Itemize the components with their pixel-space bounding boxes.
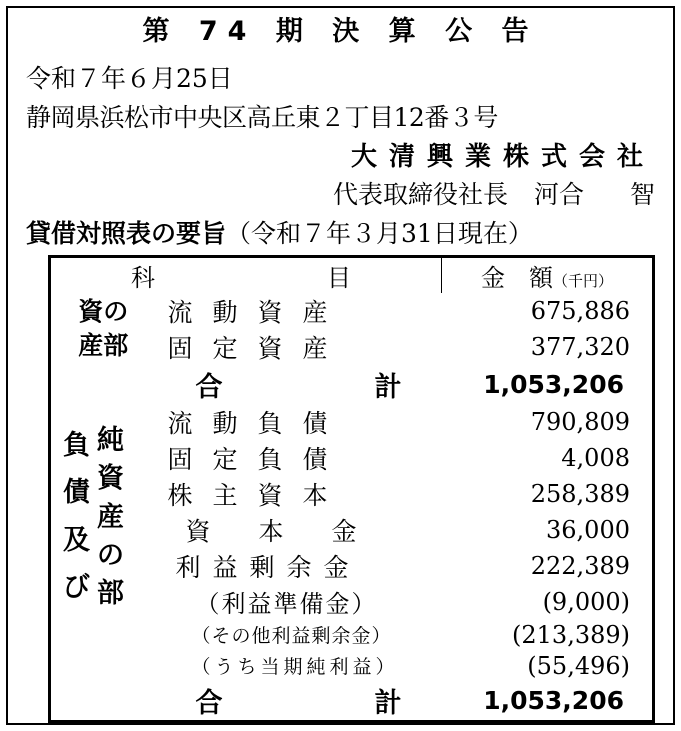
company-address: 静岡県浜松市中央区高丘東２丁目12番３号	[26, 103, 498, 132]
assets-total-label: 合 計	[195, 372, 402, 403]
liabilities-total-row	[50, 681, 654, 722]
header-unit: （千円）	[552, 272, 613, 290]
header-subject	[50, 257, 442, 294]
item-label: 株主資本	[167, 481, 348, 510]
balance-sheet-as-of: （令和７年３月31日現在）	[226, 219, 533, 248]
item-label: （うち当期純利益）	[191, 656, 399, 678]
item-amount: (55,496)	[527, 651, 630, 680]
assets-total-amount: 1,053,206	[483, 370, 624, 399]
assets-category-line2: 産部	[78, 331, 129, 360]
item-amount: 4,008	[561, 444, 630, 472]
balance-sheet-title	[26, 221, 533, 247]
notice-title: 第 74 期 決 算 公 告	[142, 16, 539, 47]
company-name: 大清興業株式会社	[350, 142, 655, 172]
notice-frame	[6, 6, 675, 725]
item-amount: (213,389)	[512, 620, 630, 649]
header-amount	[442, 257, 654, 294]
header-subject-1: 科	[131, 264, 155, 292]
item-amount: 790,809	[530, 408, 630, 436]
item-label: 固定資産	[167, 334, 348, 363]
balance-sheet-heading: 貸借対照表の要旨	[26, 219, 227, 248]
table-header-row	[50, 257, 654, 294]
item-label: （利益準備金）	[195, 590, 378, 618]
assets-total-row	[50, 365, 654, 404]
liabilities-total-label: 合 計	[195, 688, 402, 719]
item-amount: 222,389	[530, 552, 630, 580]
item-label: 資本金	[185, 517, 405, 546]
item-label: （その他利益剰余金）	[191, 625, 392, 647]
liabilities-category-col2: 純 資 産 の 部	[97, 425, 124, 610]
liabilities-total-amount: 1,053,206	[483, 686, 624, 715]
representative	[333, 182, 655, 207]
representative-given-name: 智	[629, 180, 655, 209]
item-amount: 258,389	[530, 480, 630, 508]
table-row	[50, 404, 654, 440]
item-label: 利益剰余金	[175, 553, 361, 582]
notice-date: 令和７年６月25日	[26, 64, 233, 93]
balance-sheet-table	[48, 255, 655, 723]
item-amount: 675,886	[530, 297, 630, 325]
header-subject-2: 目	[327, 264, 351, 292]
item-label: 固定負債	[167, 445, 348, 474]
item-amount: 36,000	[546, 516, 630, 544]
item-amount: (9,000)	[542, 587, 630, 616]
table-row	[50, 293, 654, 329]
item-amount: 377,320	[530, 333, 630, 361]
liabilities-category	[50, 404, 156, 681]
assets-category-line1: 資の	[78, 297, 129, 327]
representative-title: 代表取締役社長	[332, 180, 508, 209]
liabilities-category-col1: 負 債 及 び	[63, 430, 90, 603]
assets-category	[50, 293, 156, 365]
item-label: 流動資産	[167, 298, 348, 327]
item-label: 流動負債	[167, 409, 348, 438]
header-amount-label: 金 額	[480, 264, 553, 292]
representative-surname: 河合	[533, 180, 584, 209]
